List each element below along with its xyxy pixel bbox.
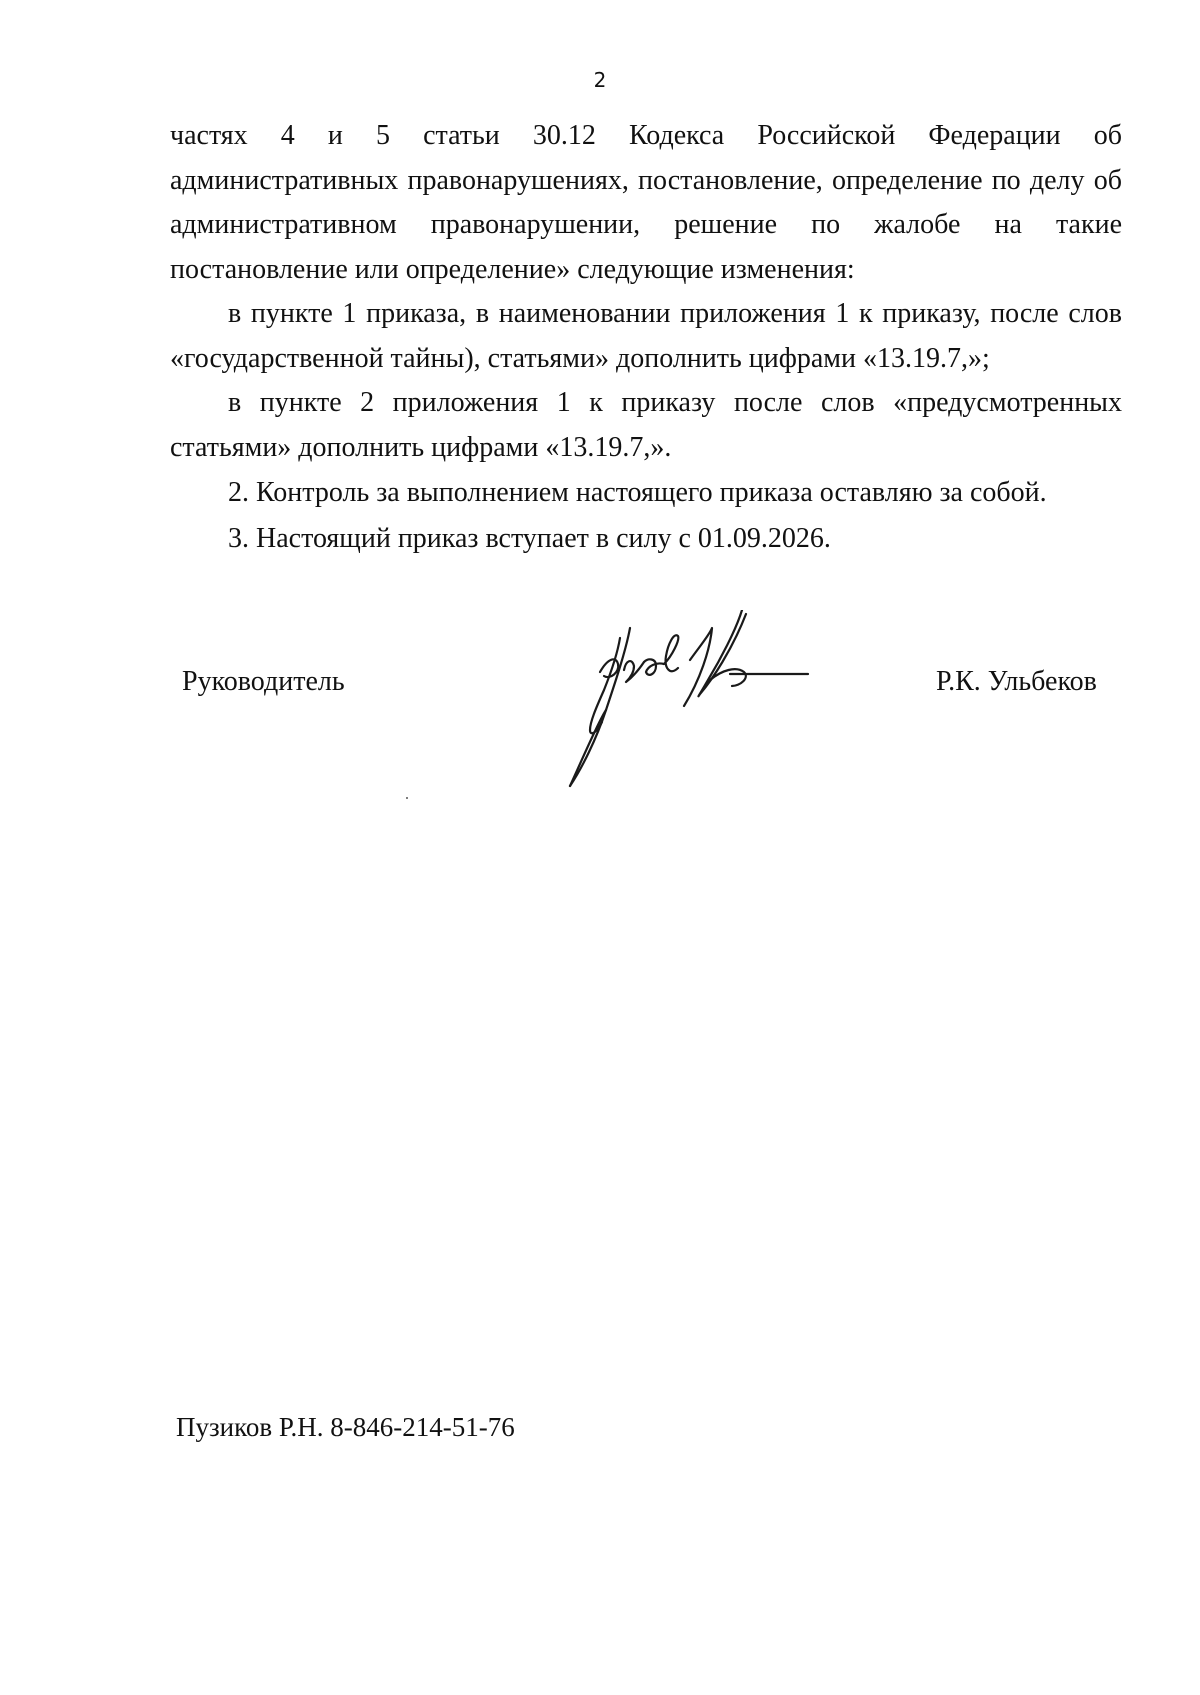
paragraph-control: 2. Контроль за выполнением настоящего приказа оставляю за собой.: [228, 477, 1047, 508]
executor-contact: Пузиков Р.Н. 8-846-214-51-76: [176, 1412, 515, 1442]
paragraph-item-1: в пункте 1 приказа, в наименовании приложения 1 к приказу, после слов «государственной тайны), статьями» дополнить цифрами «13.19.7,»;: [170, 298, 1122, 374]
document-body: [170, 114, 1122, 561]
scan-speck: [406, 797, 408, 799]
paragraph-effective-date: 3. Настоящий приказ вступает в силу с 01.09.2026.: [228, 522, 831, 554]
paragraph-continuation: частях 4 и 5 статьи 30.12 Кодекса Российской Федерации об административных правонарушениях, постановление, определение по делу об административном правонарушении, решение по жалобе на такие постановление или определение» следующие изменения:: [170, 120, 1122, 285]
signatory-name: Р.К. Ульбеков: [936, 666, 1097, 697]
page-number: 2: [593, 68, 607, 92]
handwritten-signature: [560, 610, 880, 790]
paragraph-item-2: в пункте 2 приложения 1 к приказу после слов «предусмотренных статьями» дополнить цифрами «13.19.7,».: [170, 387, 1122, 463]
signatory-role: Руководитель: [182, 666, 345, 697]
